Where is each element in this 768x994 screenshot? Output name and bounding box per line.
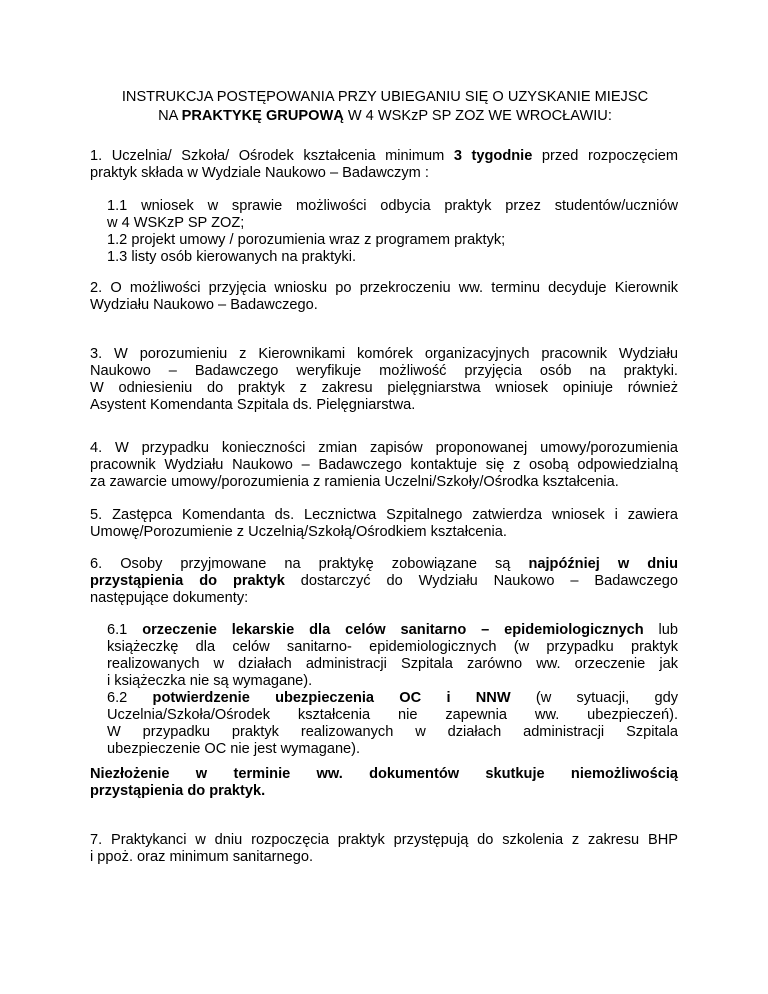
paragraph-2-line-2: Wydziału Naukowo – Badawczego.: [90, 297, 318, 313]
paragraph-6-line-2: [90, 573, 678, 590]
paragraph-3-line-3: W odniesieniu do praktyk z zakresu pielęgniarstwa wniosek opiniuje również: [90, 380, 678, 396]
paragraph-4-line-1: 4. W przypadku konieczności zmian zapisów proponowanej umowy/porozumienia: [90, 440, 678, 456]
paragraph-7-line-2: i ppoż. oraz minimum sanitarnego.: [90, 849, 314, 865]
title-line-2-pre: NA: [158, 108, 182, 124]
title-line-1: INSTRUKCJA POSTĘPOWANIA PRZY UBIEGANIU SIĘ O UZYSKANIE MIEJSC: [121, 89, 649, 105]
item-6-2-num: 6.2: [107, 690, 153, 706]
p6-l1-pre: 6. Osoby przyjmowane na praktykę zobowiązane są: [90, 556, 529, 572]
paragraph-3-line-2: Naukowo – Badawczego weryfikuje możliwość przyjęcia osób na praktyki.: [90, 363, 678, 379]
paragraph-3-line-1: 3. W porozumieniu z Kierownikami komórek organizacyjnych pracownik Wydziału: [90, 346, 678, 362]
list-item-6-2: [107, 690, 678, 707]
p6-l2-post: dostarczyć do Wydziału Naukowo – Badawczego: [284, 573, 678, 589]
list-item-6-1-line-2: książeczkę dla celów sanitarno- epidemiologicznych (w przypadku praktyk: [107, 639, 678, 655]
warning-line-2: przystąpienia do praktyk.: [90, 783, 266, 799]
paragraph-1-list: [107, 198, 678, 266]
list-item-1-2: 1.2 projekt umowy / porozumienia wraz z programem praktyk;: [107, 232, 506, 248]
p1-deadline: 3 tygodnie: [453, 148, 533, 164]
paragraph-7-line-1: 7. Praktykanci w dniu rozpoczęcia praktyk przystępują do szkolenia z zakresu BHP: [90, 832, 678, 848]
list-item-6-2-line-2: Uczelnia/Szkoła/Ośrodek kształcenia nie zapewnia ww. ubezpieczeń).: [107, 707, 678, 723]
paragraph-5: [90, 507, 678, 541]
list-item-1-3: 1.3 listy osób kierowanych na praktyki.: [107, 249, 357, 265]
paragraph-6-line-1: [90, 556, 678, 573]
paragraph-1: [90, 148, 678, 182]
list-item-6-2-line-3: W przypadku praktyk realizowanych w działach administracji Szpitala: [107, 724, 678, 740]
list-item-6-1-line-3: realizowanych w działach administracji Szpitala zarówno ww. orzeczenie jak: [107, 656, 678, 672]
title-line-2-post: W 4 WSKzP SP ZOZ WE WROCŁAWIU:: [343, 108, 612, 124]
item-6-1-post: lub: [643, 622, 679, 638]
list-item-1-1-cont: w 4 WSKzP SP ZOZ;: [107, 215, 245, 231]
list-item-6-2-line-4: ubezpieczenie OC nie jest wymagane).: [107, 741, 361, 757]
p6-l1-bold: najpóźniej w dniu: [528, 556, 678, 572]
p1-post: przed rozpoczęciem: [532, 148, 678, 164]
paragraph-7: [90, 832, 678, 866]
paragraph-4-line-3: za zawarcie umowy/porozumienia z ramienia Uczelni/Szkoły/Ośrodka kształcenia.: [90, 474, 619, 490]
paragraph-6-list: [107, 622, 678, 758]
list-item-6-1-line-4: i książeczka nie są wymagane).: [107, 673, 313, 689]
item-6-2-bold: potwierdzenie ubezpieczenia OC i NNW: [152, 690, 511, 706]
p6-l2-bold: przystąpienia do praktyk: [90, 573, 285, 589]
paragraph-6: [90, 556, 678, 607]
paragraph-1-line-2: praktyk składa w Wydziale Naukowo – Badawczym :: [90, 165, 429, 181]
paragraph-5-line-2: Umowę/Porozumienie z Uczelnią/Szkołą/Ośrodkiem kształcenia.: [90, 524, 507, 540]
paragraph-3: [90, 346, 678, 414]
document-title: [90, 88, 680, 126]
paragraph-5-line-1: 5. Zastępca Komendanta ds. Lecznictwa Szpitalnego zatwierdza wniosek i zawiera: [90, 507, 678, 523]
list-item-6-1: [107, 622, 678, 639]
paragraph-4-line-2: pracownik Wydziału Naukowo – Badawczego kontaktuje się z osobą odpowiedzialną: [90, 457, 678, 473]
p1-pre: 1. Uczelnia/ Szkoła/ Ośrodek kształcenia minimum: [90, 148, 454, 164]
item-6-1-num: 6.1: [107, 622, 143, 638]
paragraph-6-line-3: następujące dokumenty:: [90, 590, 249, 606]
title-line-2: [90, 107, 680, 126]
paragraph-2-line-1: 2. O możliwości przyjęcia wniosku po przekroczeniu ww. terminu decyduje Kierownik: [90, 280, 678, 296]
paragraph-2: [90, 280, 678, 314]
warning-paragraph: [90, 766, 678, 800]
item-6-2-post: (w sytuacji, gdy: [510, 690, 679, 706]
title-bold-phrase: PRAKTYKĘ GRUPOWĄ: [181, 108, 344, 124]
paragraph-1-line-1: [90, 148, 678, 165]
paragraph-4: [90, 440, 678, 491]
item-6-1-bold: orzeczenie lekarskie dla celów sanitarno – epidemiologicznych: [142, 622, 644, 638]
warning-line-1: Niezłożenie w terminie ww. dokumentów skutkuje niemożliwością: [90, 766, 678, 782]
list-item-1-1: 1.1 wniosek w sprawie możliwości odbycia praktyk przez studentów/uczniów: [107, 198, 678, 214]
paragraph-3-line-4: Asystent Komendanta Szpitala ds. Pielęgniarstwa.: [90, 397, 416, 413]
